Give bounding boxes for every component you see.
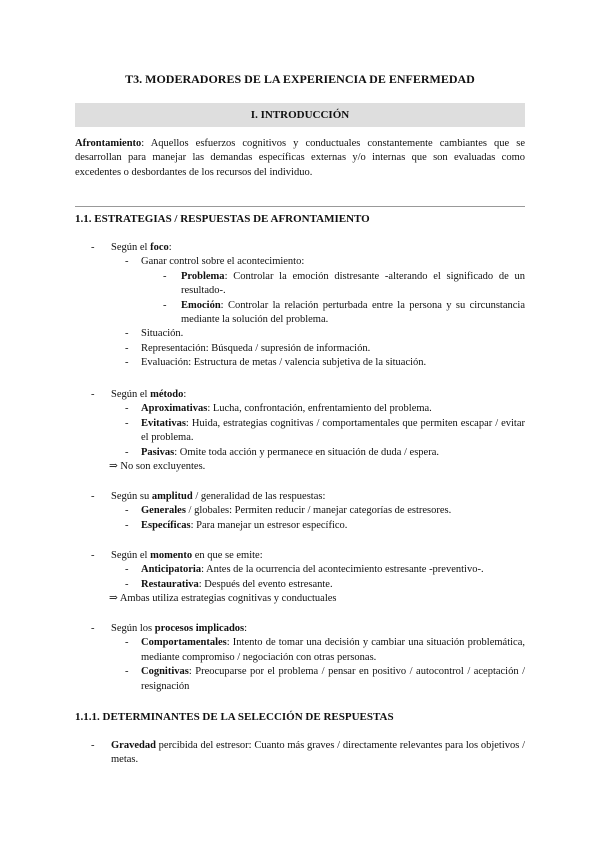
momento-block — [75, 549, 525, 607]
foco-key: foco — [150, 242, 169, 253]
list-item: - Aproximativas: Lucha, confrontación, enfrentamiento del problema. — [125, 403, 432, 415]
procesos-block — [75, 622, 525, 694]
list-item: - Según el momento en que se emite: — [91, 550, 263, 561]
note: ⇒ No son excluyentes. — [109, 461, 206, 473]
list-item: - Evitativas: Huida, estrategias cognitivas / comportamentales que permiten escapar / evitar el problema. — [125, 417, 525, 444]
list-item: - Representación: Búsqueda / supresión de información. — [125, 342, 371, 354]
list-item: - Emoción: Controlar la relación perturbada entre la persona y su circunstancia mediante la solución del problema. — [163, 299, 525, 326]
definition-term: Afrontamiento — [75, 138, 142, 149]
metodo-block — [75, 388, 525, 474]
list-item: - Comportamentales: Intento de tomar una decisión y cambiar una situación problemática, mediante compromiso / negociación con otras personas. — [125, 637, 525, 663]
list-item: - Según el método: — [91, 389, 187, 400]
definition-paragraph — [75, 137, 525, 180]
note: ⇒ Ambas utiliza estrategias cognitivas y conductuales — [109, 593, 337, 605]
list-item: - Problema: Controlar la emoción distresante -alterando el significado de un resultado-. — [163, 270, 525, 297]
section-divider — [75, 206, 525, 207]
list-item: - Según el foco: — [91, 242, 172, 253]
list-item: - Ganar control sobre el acontecimiento: — [125, 256, 305, 268]
foco-block — [75, 241, 525, 371]
list-item: - Según los procesos implicados: — [91, 623, 248, 634]
list-item: - Según su amplitud / generalidad de las respuestas: — [91, 491, 326, 502]
gravedad-block — [75, 739, 525, 768]
list-item: - Restaurativa: Después del evento estresante. — [125, 578, 333, 590]
list-item: - Generales / globales: Permiten reducir / manejar categorías de estresores. — [125, 505, 452, 517]
list-item: - Evaluación: Estructura de metas / valencia subjetiva de la situación. — [125, 357, 427, 369]
list-item: - Específicas: Para manejar un estresor específico. — [125, 519, 348, 531]
list-item: - Situación. — [125, 328, 184, 340]
section-heading-strategies: 1.1. ESTRATEGIAS / RESPUESTAS DE AFRONTAMIENTO — [75, 213, 370, 225]
list-item: - Pasivas: Omite toda acción y permanece en situación de duda / espera. — [125, 446, 439, 458]
list-item: - Cognitivas: Preocuparse por el problema / pensar en positivo / autocontrol / aceptación / resignación — [125, 666, 525, 692]
list-item: - Gravedad percibida del estresor: Cuanto más graves / directamente relevantes para los objetivos / metas. — [91, 740, 525, 766]
definition-text: : Aquellos esfuerzos cognitivos y conductuales constantemente cambiantes que se desarrollan para manejar las demandas específicas externas y/o internas que son evaluadas como excedentes o desbordantes de los recursos del individuo. — [75, 138, 525, 178]
list-item: - Anticipatoria: Antes de la ocurrencia del acontecimiento estresante -preventivo-. — [125, 564, 484, 576]
section-heading-determinants: 1.1.1. DETERMINANTES DE LA SELECCIÓN DE RESPUESTAS — [75, 711, 394, 723]
amplitud-block — [75, 490, 525, 533]
document-title: T3. MODERADORES DE LA EXPERIENCIA DE ENFERMEDAD — [125, 72, 475, 86]
intro-heading: I. INTRODUCCIÓN — [75, 103, 525, 127]
